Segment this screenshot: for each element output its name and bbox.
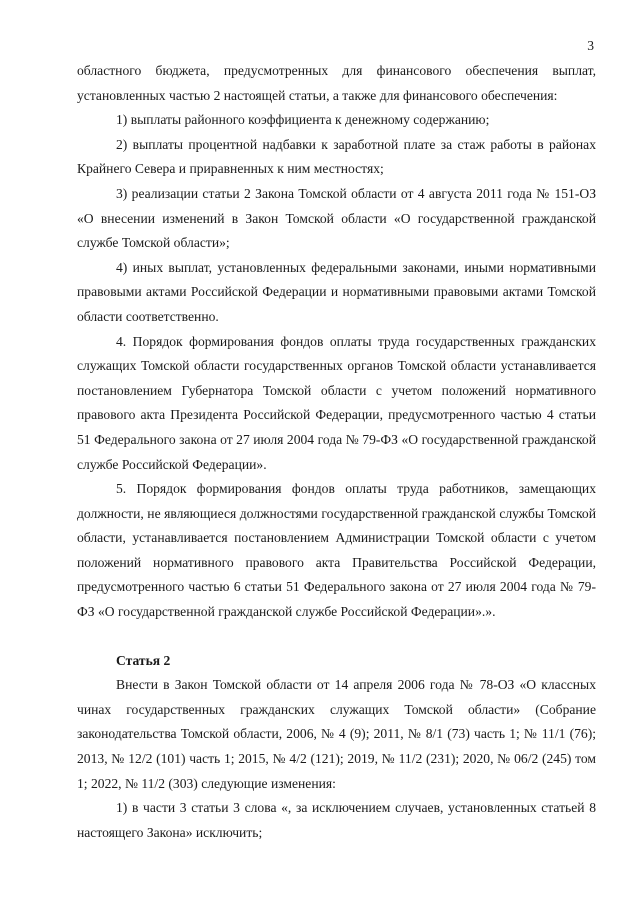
paragraph: 4. Порядок формирования фондов оплаты труда государственных гражданских служащих Томской области государственных органов Томской области устанавливается постановлением Губернатора Томской области с учетом положений нормативного правового акта Президента Российской Федерации, предусмотренного частью 4 статьи 51 Федерального закона от 27 июля 2004 года № 79-ФЗ «О государственной гражданской службе Российской Федерации». xyxy=(77,333,596,472)
paragraph: 5. Порядок формирования фондов оплаты труда работников, замещающих должности, не являющиеся должностями государственной гражданской службы Томской области, устанавливается постановлением Администрации Томской области с учетом положений нормативного правового акта Правительства Российской Федерации, предусмотренного частью 6 статьи 51 Федерального закона от 27 июля 2004 года № 79-ФЗ «О государственной гражданской службе Российской Федерации».». xyxy=(77,481,596,620)
page-number: 3 xyxy=(587,38,594,53)
spacer xyxy=(77,625,596,649)
document-body xyxy=(77,59,596,845)
paragraph: 2) выплаты процентной надбавки к заработной плате за стаж работы в районах Крайнего Севера и приравненных к ним местностях; xyxy=(77,136,596,177)
paragraph: 3) реализации статьи 2 Закона Томской области от 4 августа 2011 года № 151-ОЗ «О внесении изменений в Закон Томской области «О государственной гражданской службе Томской области»; xyxy=(77,185,596,251)
paragraph: Внести в Закон Томской области от 14 апреля 2006 года № 78-ОЗ «О классных чинах государственных гражданских служащих Томской области» (Собрание законодательства Томской области, 2006, № 4 (9); 2011, № 8/1 (73) часть 1; № 11/1 (76); 2013, № 12/2 (101) часть 1; 2015, № 4/2 (121); 2019, № 11/2 (231); 2020, № 06/2 (245) том 1; 2022, № 11/2 (303) следующие изменения: xyxy=(77,677,596,791)
article-heading: Статья 2 xyxy=(116,652,171,668)
paragraph: 1) в части 3 статьи 3 слова «, за исключением случаев, установленных статьей 8 настоящего Закона» исключить; xyxy=(77,800,596,840)
paragraph: 4) иных выплат, установленных федеральными законами, иными нормативными правовыми актами Российской Федерации и нормативными правовыми актами Томской области соответственно. xyxy=(77,259,596,324)
paragraph: 1) выплаты районного коэффициента к денежному содержанию; xyxy=(116,112,490,128)
paragraph: областного бюджета, предусмотренных для финансового обеспечения выплат, установленных частью 2 настоящей статьи, а также для финансового обеспечения: xyxy=(77,63,596,103)
